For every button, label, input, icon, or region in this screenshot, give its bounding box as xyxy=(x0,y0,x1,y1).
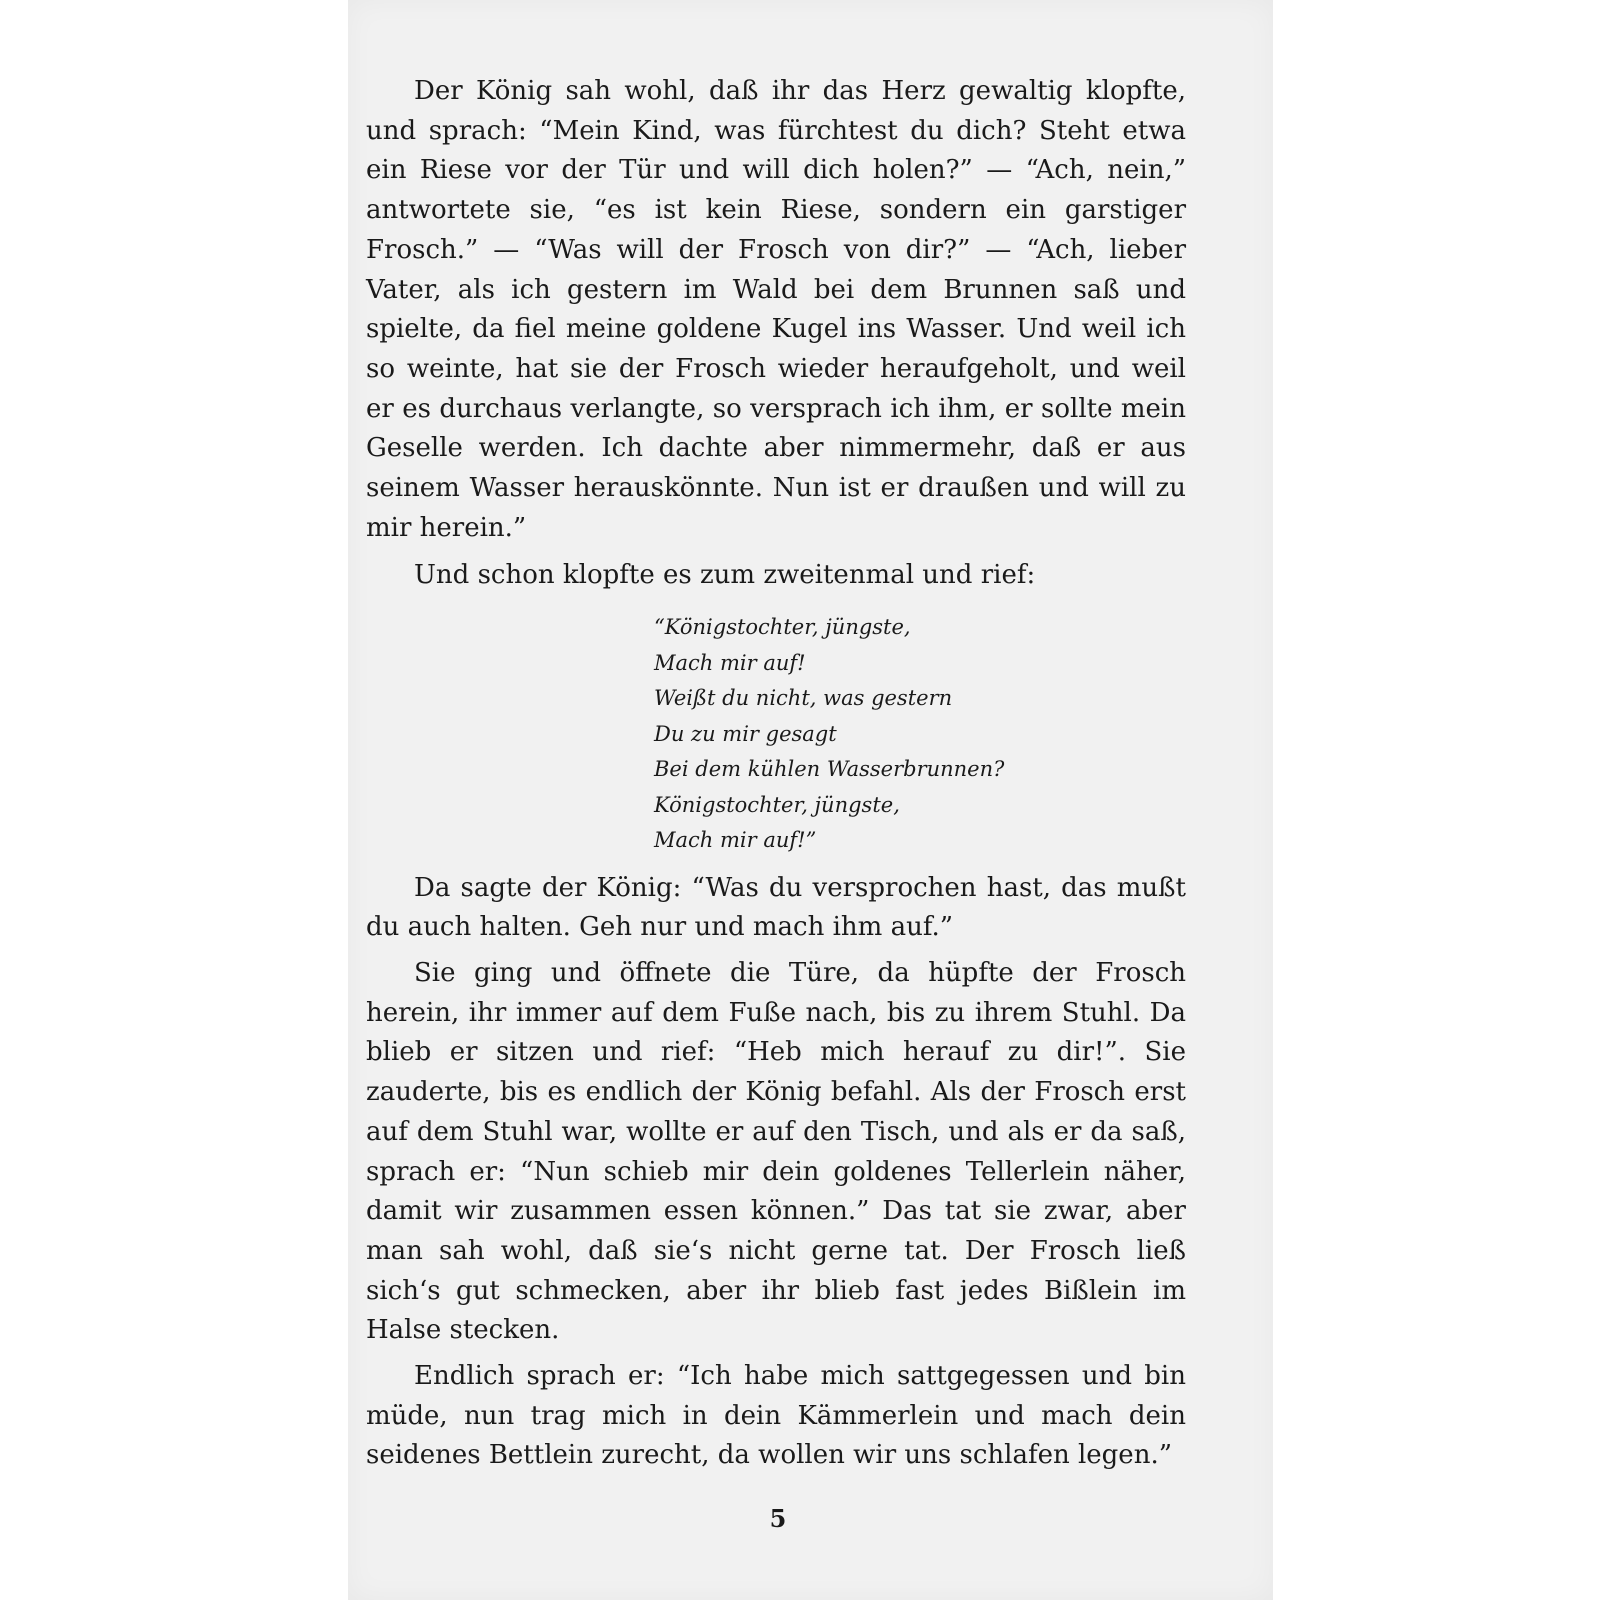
verse-line: Weißt du nicht, was gestern xyxy=(654,686,953,711)
verse-line: Mach mir auf!” xyxy=(654,828,817,853)
paragraph: Da sagte der König: “Was du versprochen hast, das mußt du auch halten. Geh nur und mach ihm auf.” xyxy=(366,872,1186,943)
verse-line: Bei dem kühlen Wasserbrunnen? xyxy=(654,757,1005,782)
verse-line: “Königstochter, jüngste, xyxy=(654,615,911,640)
verse-line: Königstochter, jüngste, xyxy=(654,792,900,817)
text-block xyxy=(366,72,1186,1476)
paragraph: Der König sah wohl, daß ihr das Herz gewaltig klopfte, und sprach: “Mein Kind, was fürchtest du dich? Steht etwa ein Riese vor der Tür und will dich holen?” — “Ach, nein,” antwortete sie, “es ist kein Riese, sondern ein garstiger Frosch.” — “Was will der Frosch von dir?” — “Ach, lieber Vater, als ich gestern im Wald bei dem Brunnen saß und spielte, da fiel meine goldene Kugel ins Wasser. Und weil ich so weinte, hat sie der Frosch wieder heraufgeholt, und weil er es durchaus verlangte, so versprach ich ihm, er sollte mein Geselle werden. Ich dachte aber nimmermehr, daß er aus seinem Wasser herauskönnte. Nun ist er draußen und will zu mir herein.” xyxy=(366,76,1186,543)
verse-line: Du zu mir gesagt xyxy=(654,721,837,746)
verse-block xyxy=(654,610,1186,859)
page-number: 5 xyxy=(769,1504,787,1533)
verse-line: Mach mir auf! xyxy=(654,650,806,675)
paragraph: Sie ging und öffnete die Türe, da hüpfte der Frosch herein, ihr immer auf dem Fuße nach, bis zu ihrem Stuhl. Da blieb er sitzen und rief: “Heb mich herauf zu dir!”. Sie zauderte, bis es endlich der König befahl. Als der Frosch erst auf dem Stuhl war, wollte er auf den Tisch, und als er da saß, sprach er: “Nun schieb mir dein goldenes Tellerlein näher, damit wir zusammen essen können.” Das tat sie zwar, aber man sah wohl, daß sie‘s nicht gerne tat. Der Frosch ließ sich‘s gut schmecken, aber ihr blieb fast jedes Bißlein im Halse stecken. xyxy=(366,958,1186,1346)
paragraph: Und schon klopfte es zum zweitenmal und rief: xyxy=(414,560,1036,591)
paragraph: Endlich sprach er: “Ich habe mich sattgegessen und bin müde, nun trag mich in dein Kämmerlein und mach dein seidenes Bettlein zurecht, da wollen wir uns schlafen legen.” xyxy=(366,1361,1186,1471)
